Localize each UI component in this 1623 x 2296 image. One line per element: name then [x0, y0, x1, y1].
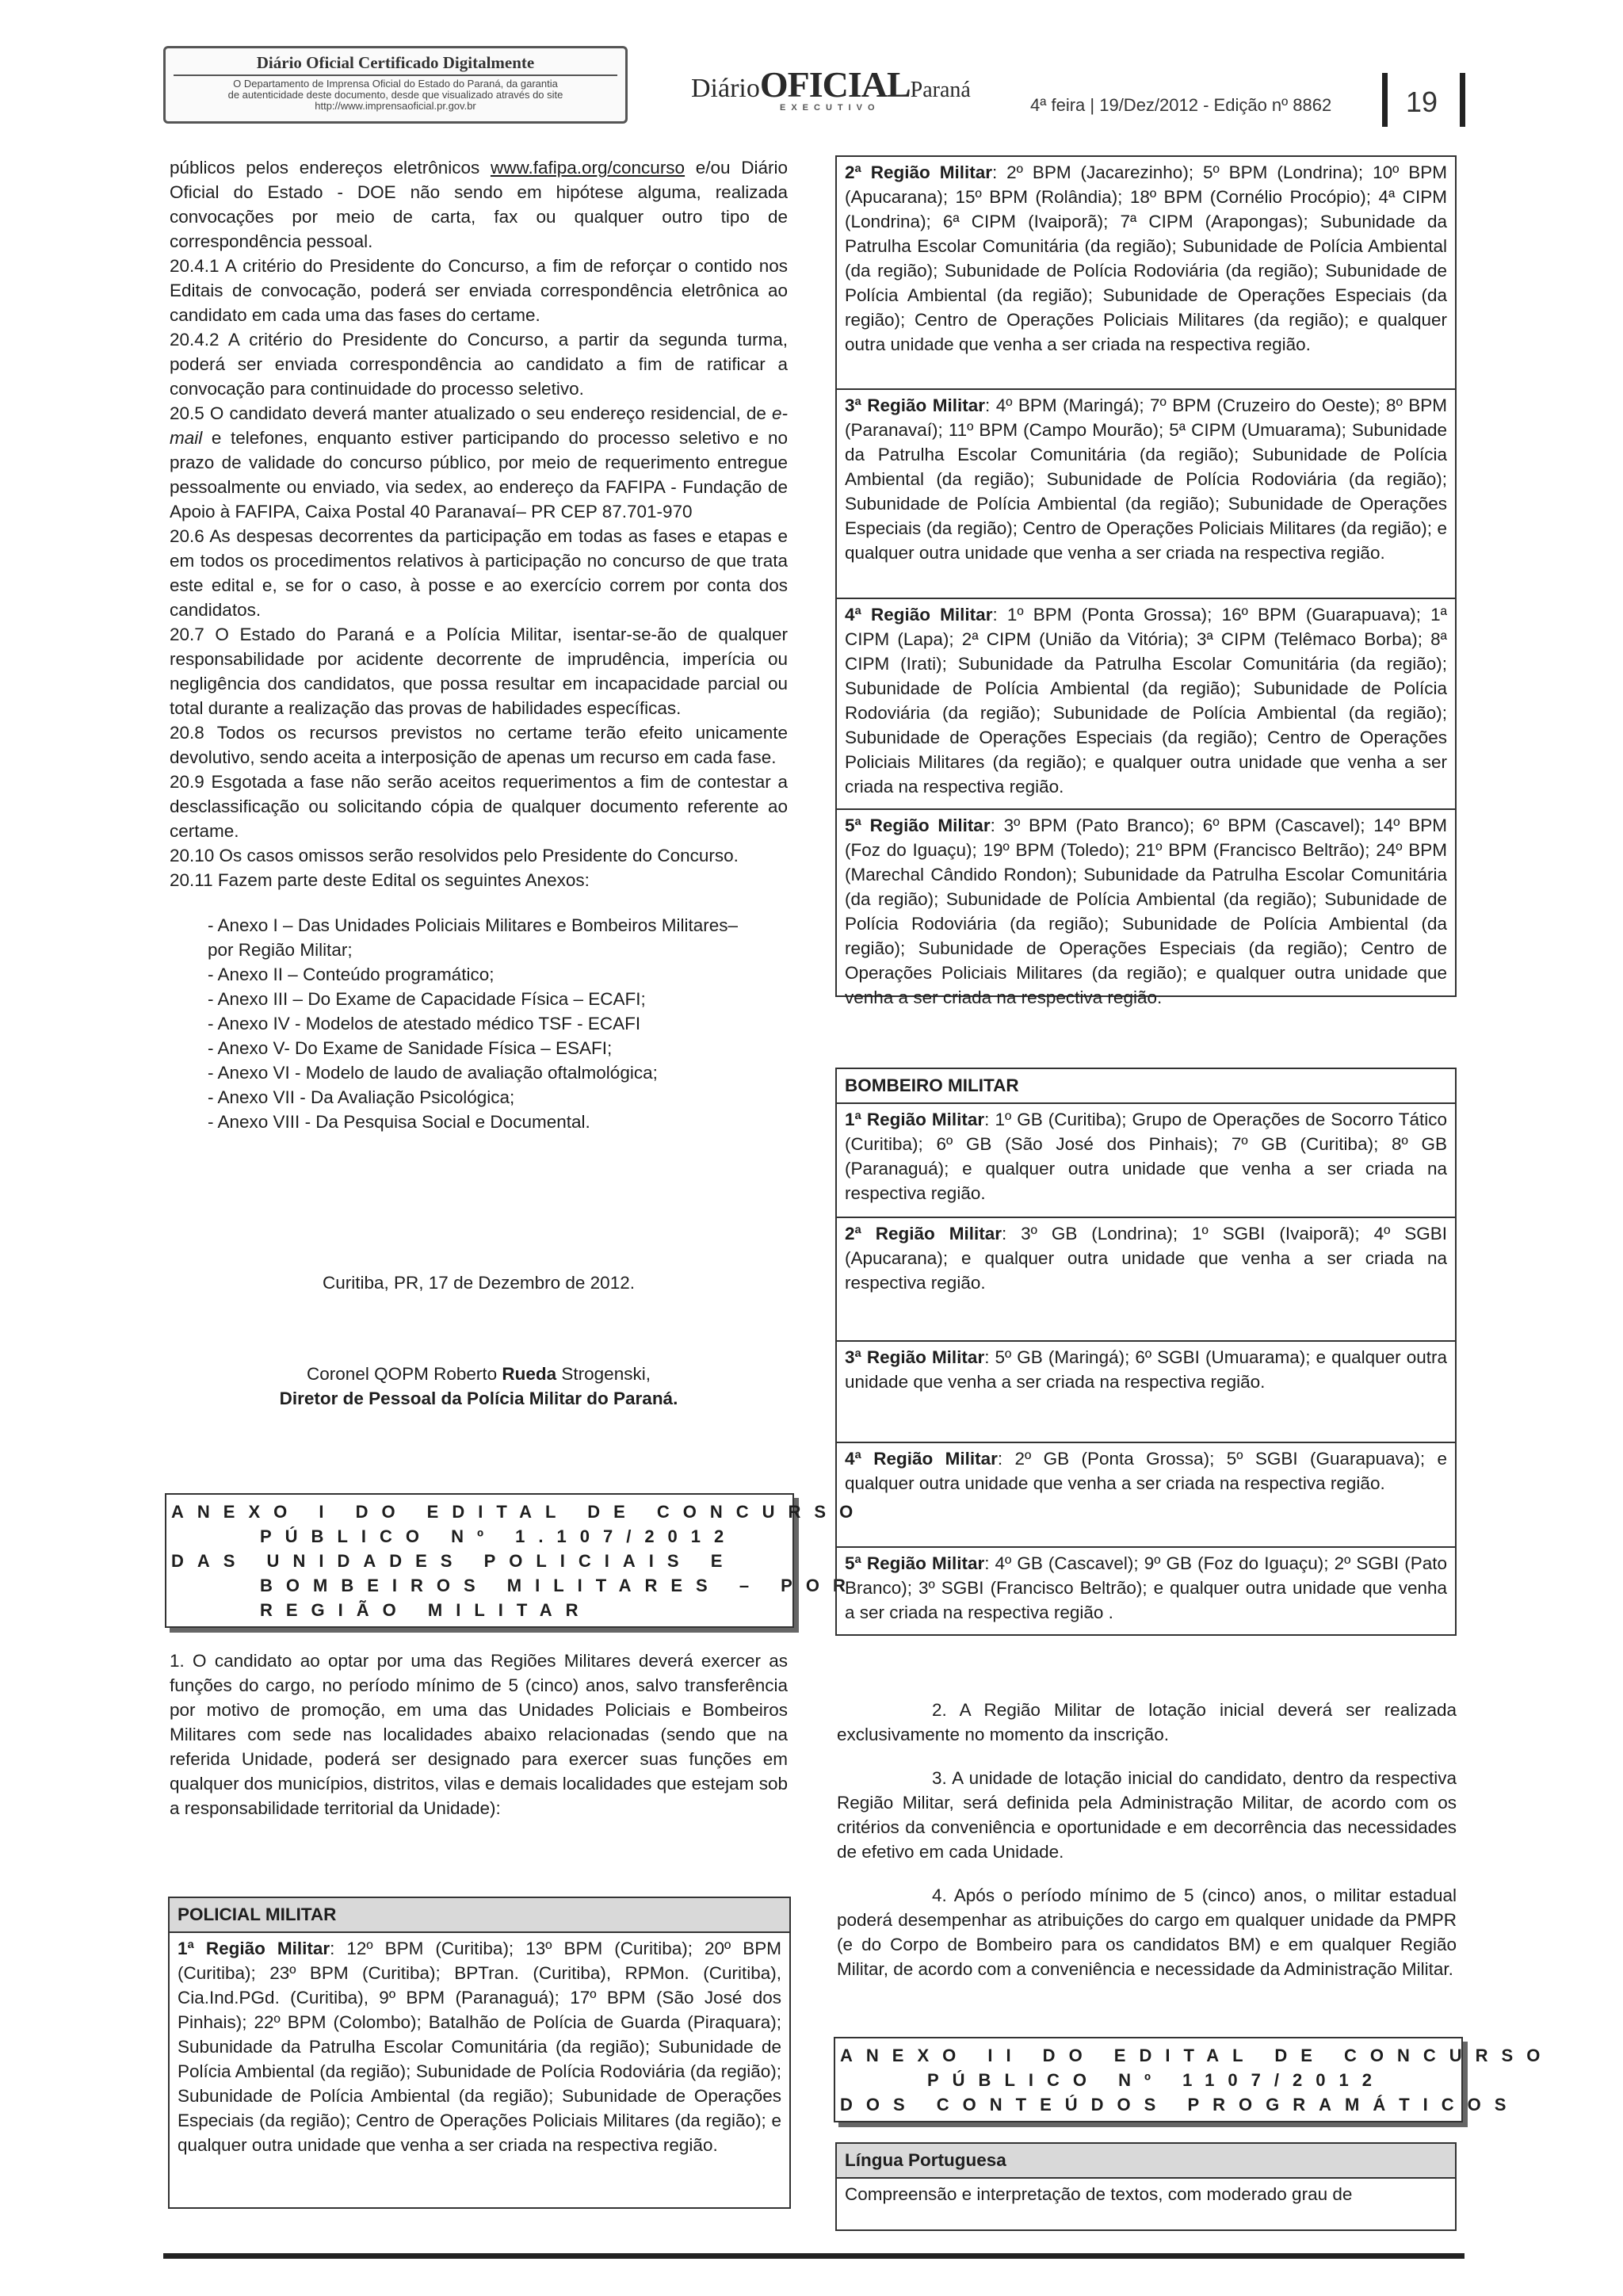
signatory-title: Diretor de Pessoal da Polícia Militar do Paraná.: [279, 1389, 678, 1408]
region-2-cell: 2ª Região Militar: 2º BPM (Jacarezinho); 5º BPM (Londrina); 10º BPM (Apucarana); 15º BPM (Rolândia); 18º BPM (Cornélio Procópio); 4ª CIPM (Londrina); 6ª CIPM (Ivaiporã); 7ª CIPM (Arapongas); Subunidade da Patrulha Escolar Comunitária (da região); Subunidade de Polícia Ambiental (da região); Subunidade de Polícia Rodoviária (da região); Subunidade de Polícia Ambiental (da região); Subunidade de Operações Especiais (da região); Centro de Operações Policiais Militares (da região); e qualquer outra unidade que venha a ser criada na respectiva região.: [845, 162, 1448, 354]
seal-title: Diário Oficial Certificado Digitalmente: [174, 53, 617, 76]
seal-text: O Departamento de Imprensa Oficial do Estado do Paraná, da garantia de autenticidade deste documento, desde que visualizado através do site http://www.imprensaoficial.pr.gov.br: [227, 78, 563, 112]
signatory-name: Coronel QOPM Roberto Rueda Strogenski,: [307, 1364, 651, 1384]
left-column-text: [170, 155, 788, 1134]
diario-oficial-logo: [691, 63, 984, 119]
table-header: POLICIAL MILITAR: [170, 1898, 789, 1933]
paragraph: públicos pelos endereços eletrônicos www.fafipa.org/concurso e/ou Diário Oficial do Estado - DOE não sendo em hipótese alguma, realizada convocações por meio de carta, fax ou qualquer outro tipo de correspondência pessoal.: [170, 158, 788, 251]
item-2-text: 2. A Região Militar de lotação inicial deverá ser realizada exclusivamente no momento da inscrição.: [837, 1700, 1457, 1744]
region-1-cell: 1ª Região Militar: 1º GB (Curitiba); Grupo de Operações de Socorro Tático (Curitiba); 6º GB (São José dos Pinhais); 7º GB (Curitiba); 8º GB (Paranaguá); e qualquer outra unidade que venha a ser criada na respectiva região.: [845, 1110, 1447, 1203]
paragraph-20-7: 20.7 O Estado do Paraná e a Polícia Militar, isentar-se-ão de qualquer responsabilidade por acidente decorrente de imprudência, imperícia ou negligência dos candidatos, que possa resultar em incapacidade parcial ou total durante a realização das provas de habilidades específicas.: [170, 625, 788, 718]
paragraph-20-4-2: 20.4.2 A critério do Presidente do Concurso, a partir da segunda turma, poderá ser enviada correspondência ao candidato a fim de ratificar a convocação para continuidade do processo seletivo.: [170, 330, 788, 399]
brand-oficial: OFICIAL: [759, 64, 911, 105]
list-item: por Região Militar;: [208, 940, 353, 960]
region-4-cell: 4ª Região Militar: 1º BPM (Ponta Grossa); 16º BPM (Guarapuava); 1ª CIPM (Lapa); 2ª CIPM (União da Vitória); 3ª CIPM (Telêmaco Borba); 8ª CIPM (Irati); Subunidade da Patrulha Escolar Comunitária (da região); Subunidade de Polícia Ambiental (da região); Subunidade de Polícia Rodoviária (da região); Subunidade de Polícia Ambiental (da região); Subunidade de Operações Especiais (da região); Centro de Operações Policiais Militares (da região); e qualquer outra unidade que venha a ser criada na respectiva região.: [837, 598, 1455, 808]
brand-diario: Diário: [691, 74, 760, 103]
table-header: BOMBEIRO MILITAR: [837, 1069, 1455, 1104]
list-item: - Anexo III – Do Exame de Capacidade Física – ECAFI;: [208, 989, 646, 1009]
list-item: - Anexo II – Conteúdo programático;: [208, 965, 495, 984]
footer-rule: [163, 2253, 1465, 2259]
list-item: - Anexo VIII - Da Pesquisa Social e Documental.: [208, 1112, 590, 1132]
region-5-cell: 5ª Região Militar: 4º GB (Cascavel); 9º GB (Foz do Iguaçu); 2º SGBI (Pato Branco); 3º SGBI (Francisco Beltrão); e qualquer outra unidade que venha a ser criada na respectiva região .: [837, 1546, 1455, 1652]
policial-militar-table-continued: [835, 155, 1457, 1007]
list-item: - Anexo VII - Da Avaliação Psicológica;: [208, 1087, 515, 1107]
item-3-text: 3. A unidade de lotação inicial do candidato, dentro da respectiva Região Militar, será definida pela Administração Militar, de acordo com os critérios da conveniência e oportunidade e em decorrência das necessidades de efetivo em cada Unidade.: [837, 1768, 1457, 1862]
paragraph-20-6: 20.6 As despesas decorrentes da participação em todas as fases e etapas e em todos os procedimentos relativos à participação no concurso de que trata este edital e, se for o caso, à posse e ao exercício correm por conta dos candidatos.: [170, 526, 788, 620]
lingua-portuguesa-table: [835, 2142, 1457, 2231]
paragraph-20-10: 20.10 Os casos omissos serão resolvidos pelo Presidente do Concurso.: [170, 846, 739, 865]
annex-list: [170, 913, 788, 1134]
page-number: 19: [1406, 86, 1438, 118]
paragraph-20-4-1: 20.4.1 A critério do Presidente do Concurso, a fim de reforçar o contido nos Editais de convocação, poderá ser enviada correspondência eletrônica ao candidato em cada uma das fases do certame.: [170, 256, 788, 325]
annex-ii-heading: ANEXO II DO EDITAL DE CONCURSO PÚBLICO Nº 1107/2012 DOS CONTEÚDOS PROGRAMÁTICOS: [834, 2037, 1463, 2122]
table-header: Língua Portuguesa: [837, 2144, 1455, 2179]
content-cell: Compreensão e interpretação de textos, com moderado grau de: [845, 2184, 1353, 2204]
region-1-cell: 1ª Região Militar: 12º BPM (Curitiba); 13º BPM (Curitiba); 20º BPM (Curitiba); 23º BPM (Curitiba); BPTran. (Curitiba), RPMon. (Curitiba), Cia.Ind.PGd. (Curitiba), 9º BPM (Paranaguá); 17º BPM (São José dos Pinhais); 22º BPM (Colombo); Batalhão de Polícia de Guarda (Piraquara); Subunidade da Patrulha Escolar Comunitária (da região); Subunidade de Polícia Ambiental (da região); Subunidade de Polícia Rodoviária (da região); Subunidade de Polícia Ambiental (da região); Subunidade de Operações Especiais (da região); Centro de Operações Policiais Militares (da região); e qualquer outra unidade que venha a ser criada na respectiva região.: [178, 1939, 781, 2155]
right-column-items: [837, 1698, 1457, 2000]
policial-militar-table: [168, 1897, 791, 2209]
list-item: - Anexo IV - Modelos de atestado médico TSF - ECAFI: [208, 1014, 641, 1033]
region-5-cell: 5ª Região Militar: 3º BPM (Pato Branco); 6º BPM (Cascavel); 14º BPM (Foz do Iguaçu); 19º BPM (Toledo); 21º BPM (Francisco Beltrão); 24º BPM (Marechal Cândido Rondon); Subunidade da Patrulha Escolar Comunitária (da região); Subunidade de Polícia Ambiental (da região); Subunidade de Polícia Rodoviária (da região); Subunidade de Polícia Ambiental (da região); Subunidade de Operações Especiais (da região); Centro de Operações Policiais Militares (da região); e qualquer outra unidade que venha a ser criada na respectiva região.: [837, 808, 1455, 1010]
page-header: [0, 0, 1623, 143]
paragraph-20-5: 20.5 O candidato deverá manter atualizado o seu endereço residencial, de e-mail e telefones, enquanto estiver participando do processo seletivo e no prazo de validade do concurso público, por meio de requerimento entregue pessoalmente ou enviado, via sedex, ao endereço da FAFIPA - Fundação de Apoio à FAFIPA, Caixa Postal 40 Paranavaí– PR CEP 87.701-970: [170, 403, 788, 521]
item-1-text: 1. O candidato ao optar por uma das Regiões Militares deverá exercer as funções do cargo, no período mínimo de 5 (cinco) anos, salvo transferência por motivo de promoção, em uma das Unidades Policiais e Bombeiros Militares com sede nas localidades abaixo relacionadas (sendo que na referida Unidade, poderá ser designado para exercer suas funções em qualquer dos municípios, distritos, vilas e demais localidades que estejam sob a responsabilidade territorial da Unidade):: [170, 1651, 788, 1818]
fafipa-link[interactable]: www.fafipa.org/concurso: [490, 158, 685, 178]
region-3-cell: 3ª Região Militar: 5º GB (Maringá); 6º SGBI (Umuarama); e qualquer outra unidade que venha a ser criada na respectiva região.: [837, 1340, 1455, 1442]
region-2-cell: 2ª Região Militar: 3º GB (Londrina); 1º SGBI (Ivaiporã); 4º SGBI (Apucarana); e qualquer outra unidade que venha a ser criada na respectiva região.: [837, 1217, 1455, 1340]
edition-info: 4ª feira | 19/Dez/2012 - Edição nº 8862: [1030, 95, 1332, 115]
paragraph-20-8: 20.8 Todos os recursos previstos no certame terão efeito unicamente devolutivo, sendo aceita a interposição de apenas um recurso em cada fase.: [170, 723, 788, 767]
list-item: - Anexo VI - Modelo de laudo de avaliação oftalmológica;: [208, 1063, 658, 1083]
region-3-cell: 3ª Região Militar: 4º BPM (Maringá); 7º BPM (Cruzeiro do Oeste); 8º BPM (Paranavaí); 11º BPM (Campo Mourão); 5ª CIPM (Umuarama); Subunidade da Patrulha Escolar Comunitária (da região); Subunidade de Polícia Ambiental (da região); Subunidade de Polícia Rodoviária (da região); Subunidade de Polícia Ambiental (da região); Subunidade de Operações Especiais (da região); Centro de Operações Policiais Militares (da região); e qualquer outra unidade que venha a ser criada na respectiva região.: [837, 388, 1455, 598]
header-divider: [1460, 73, 1465, 127]
paragraph-20-11: 20.11 Fazem parte deste Edital os seguintes Anexos:: [170, 870, 590, 890]
brand-executivo: EXECUTIVO: [780, 103, 880, 113]
item-4-text: 4. Após o período mínimo de 5 (cinco) anos, o militar estadual poderá desempenhar as atribuições do cargo em qualquer unidade da PMPR (e do Corpo de Bombeiro para os candidatos BM) e em qualquer Região Militar, de acordo com a conveniência e necessidade da Administração Militar.: [837, 1885, 1457, 1979]
region-4-cell: 4ª Região Militar: 2º GB (Ponta Grossa); 5º SGBI (Guarapuava); e qualquer outra unidade que venha a ser criada na respectiva região.: [837, 1442, 1455, 1546]
list-item: - Anexo V- Do Exame de Sanidade Física – ESAFI;: [208, 1038, 613, 1058]
bombeiro-militar-table: [835, 1068, 1457, 1636]
paragraph-20-9: 20.9 Esgotada a fase não serão aceitos requerimentos a fim de contestar a desclassificação ou solicitando cópia de qualquer documento referente ao certame.: [170, 772, 788, 841]
annex-i-heading: ANEXO I DO EDITAL DE CONCURSO PÚBLICO Nº 1.107/2012 DAS UNIDADES POLICIAIS E BOMBEIROS MILITARES – POR REGIÃO MILITAR: [165, 1493, 794, 1628]
brand-parana: Paraná: [910, 78, 971, 102]
header-divider: [1382, 73, 1388, 127]
list-item: - Anexo I – Das Unidades Policiais Militares e Bombeiros Militares–: [208, 915, 739, 935]
city-date: Curitiba, PR, 17 de Dezembro de 2012.: [323, 1273, 635, 1293]
digital-certification-seal: [163, 46, 628, 124]
